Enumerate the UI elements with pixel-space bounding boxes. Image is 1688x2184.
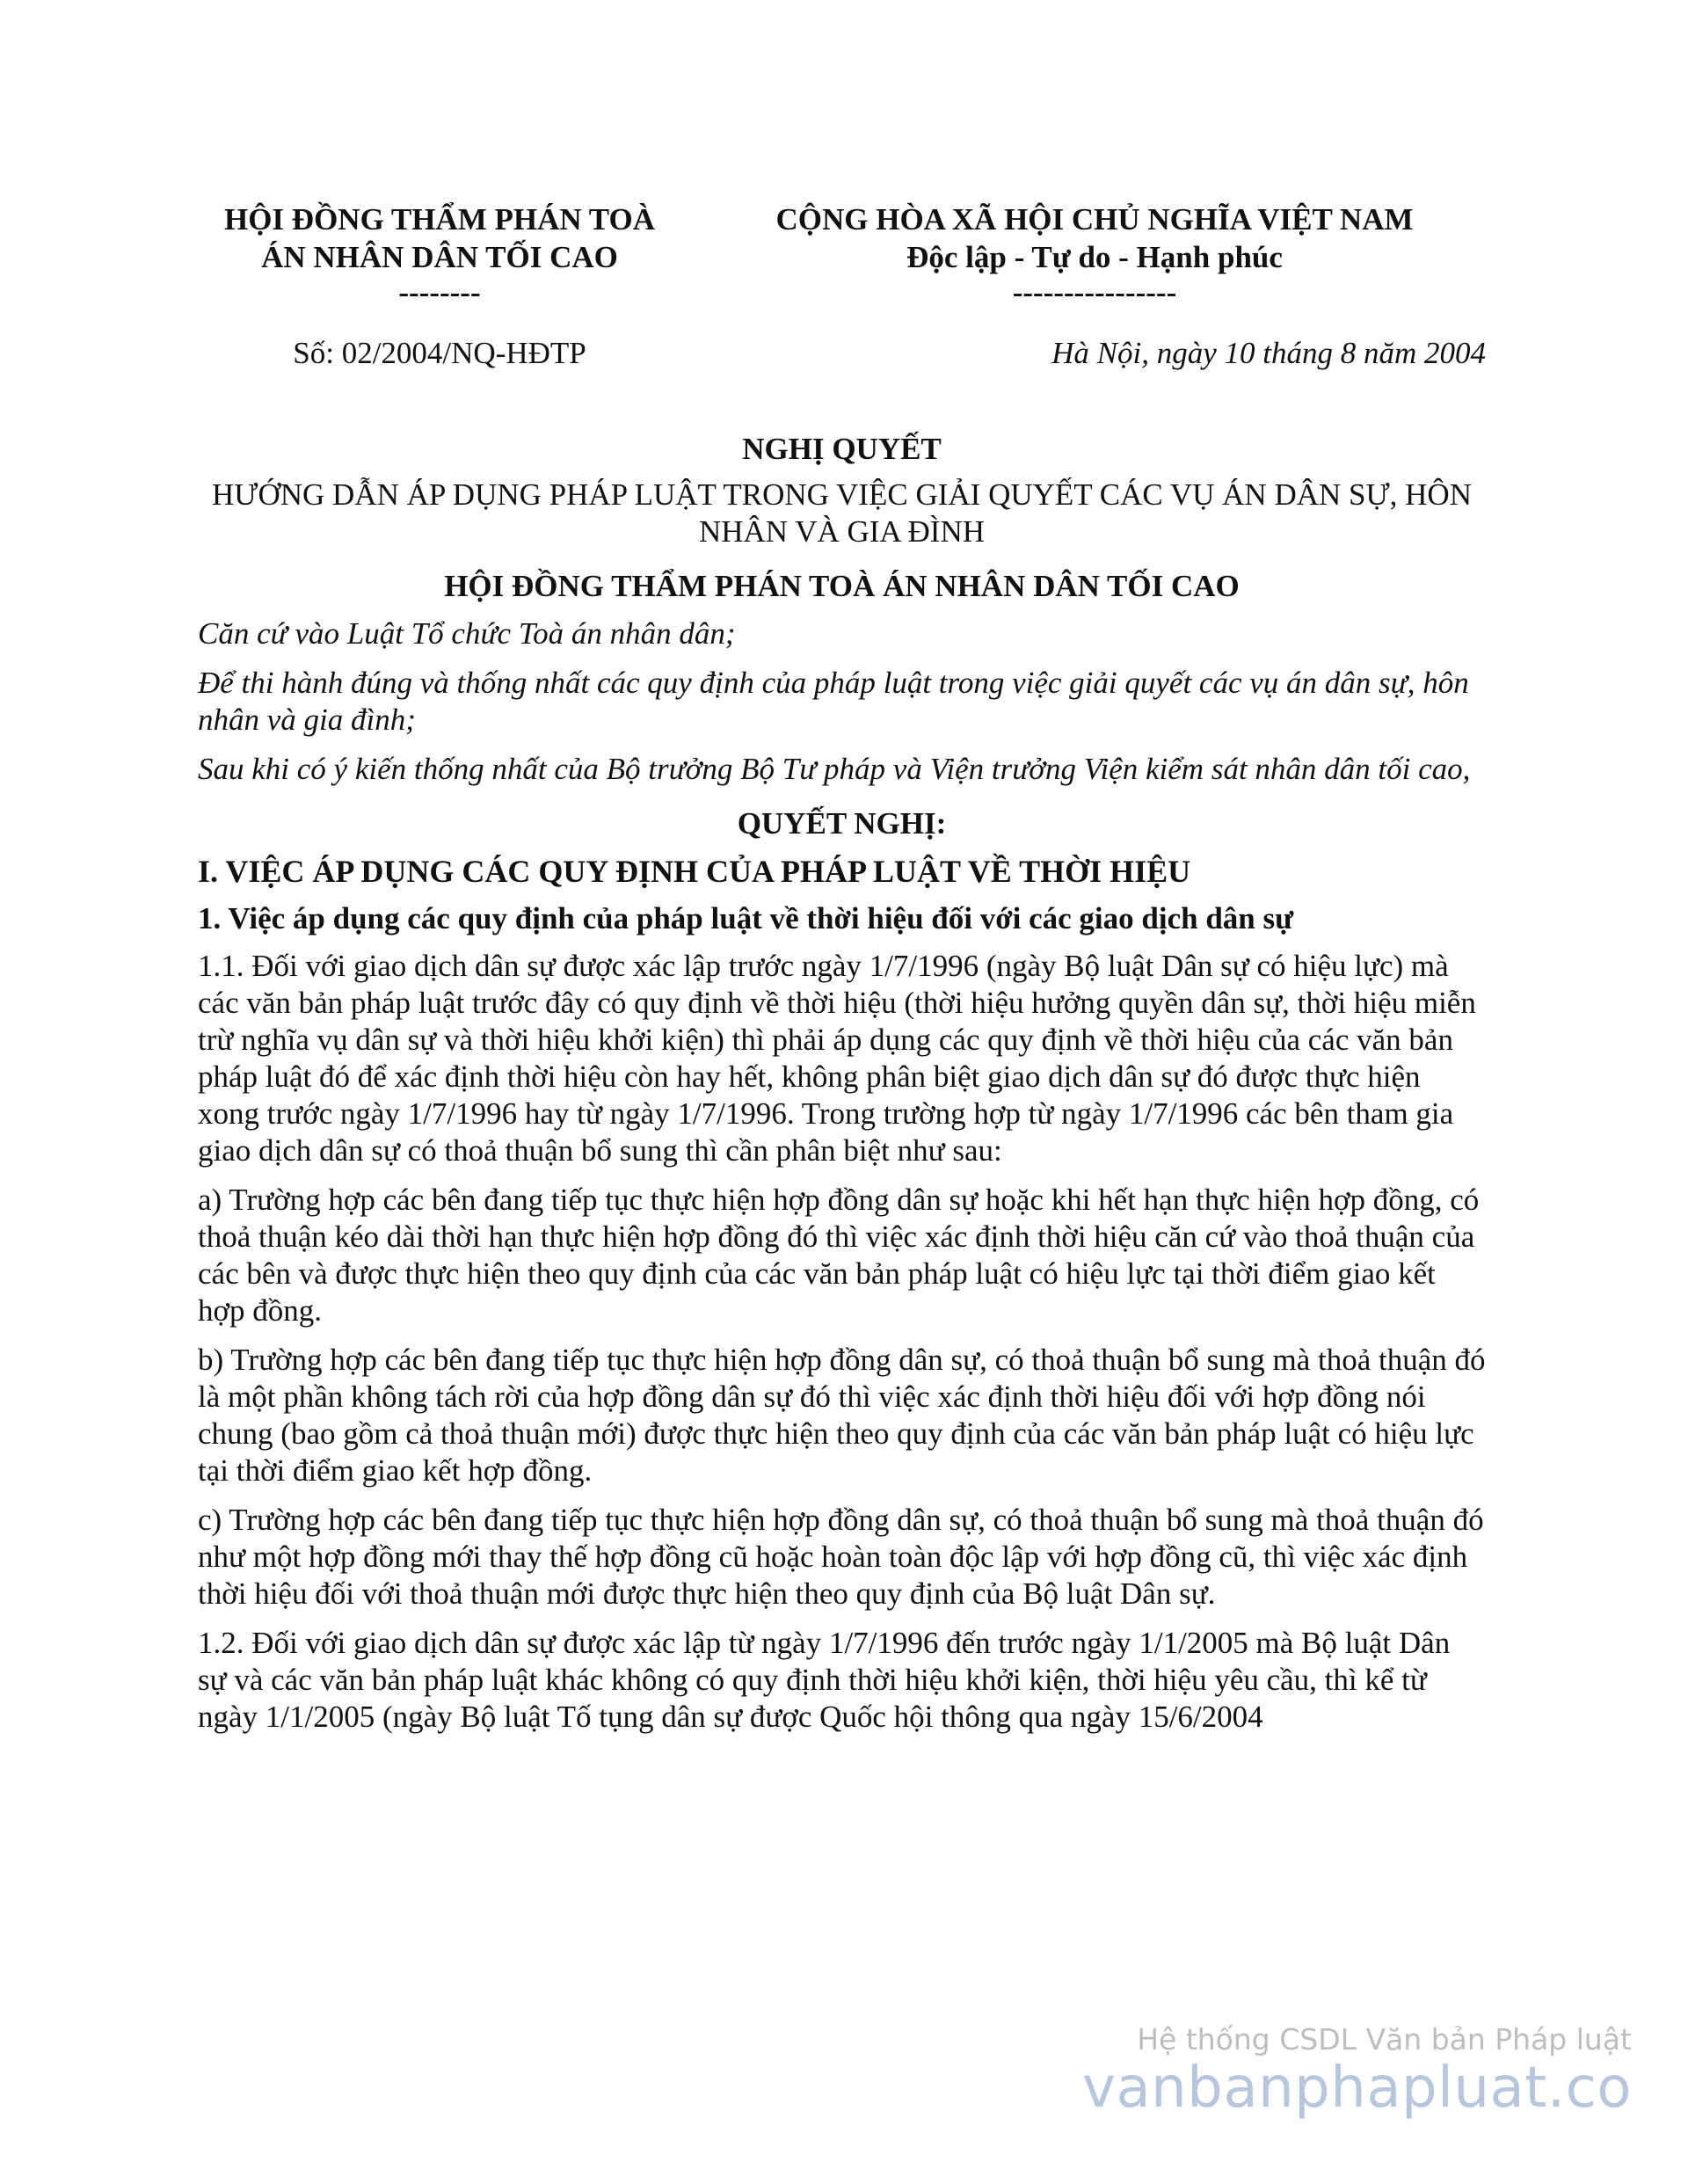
motto: Độc lập - Tự do - Hạnh phúc	[906, 240, 1283, 274]
paragraph-1-2: 1.2. Đối với giao dịch dân sự được xác lập từ ngày 1/7/1996 đến trước ngày 1/1/2005 mà Bộ luật Dân sự và các văn bản pháp luật khác không có quy định thời hiệu khởi kiện, thời hiệu yêu cầu, thì kể từ ngày 1/1/2005 (ngày Bộ luật Tố tụng dân sự được Quốc hội thông qua ngày 15/6/2004	[198, 1626, 1451, 1734]
national-motto	[721, 200, 1468, 309]
watermark-site: vanbanphapluat.co	[1082, 2056, 1632, 2121]
agency-divider: --------	[398, 275, 481, 309]
legal-basis-2: Để thi hành đúng và thống nhất các quy định của pháp luật trong việc giải quyết các vụ án dân sự, hôn nhân và gia đình;	[198, 666, 1469, 737]
place-and-date: Hà Nội, ngày 10 tháng 8 năm 2004	[1051, 336, 1486, 370]
legal-basis-1: Căn cứ vào Luật Tổ chức Toà án nhân dân;	[198, 616, 736, 651]
resolve-heading: QUYẾT NGHỊ:	[737, 806, 947, 841]
issuer-heading: HỘI ĐỒNG THẨM PHÁN TOÀ ÁN NHÂN DÂN TỐI CAO	[444, 569, 1240, 603]
country-name: CỘNG HÒA XÃ HỘI CHỦ NGHĨA VIỆT NAM	[775, 202, 1414, 237]
agency-line-2: ÁN NHÂN DÂN TỐI CAO	[261, 240, 618, 274]
paragraph-a: a) Trường hợp các bên đang tiếp tục thực hiện hợp đồng dân sự hoặc khi hết hạn thực hiện hợp đồng, có thoả thuận kéo dài thời hạn thực hiện hợp đồng đó thì việc xác định thời hiệu căn cứ vào thoả thuận của các bên và được thực hiện theo quy định của các văn bản pháp luật có hiệu lực tại thời điểm giao kết hợp đồng.	[198, 1183, 1480, 1328]
document-subtitle: HƯỚNG DẪN ÁP DỤNG PHÁP LUẬT TRONG VIỆC GIẢI QUYẾT CÁC VỤ ÁN DÂN SỰ, HÔN NHÂN VÀ GIA ĐÌNH	[212, 477, 1472, 549]
section-heading: I. VIỆC ÁP DỤNG CÁC QUY ĐỊNH CỦA PHÁP LUẬT VỀ THỜI HIỆU	[198, 854, 1191, 889]
subsection-heading: 1. Việc áp dụng các quy định của pháp luật về thời hiệu đối với các giao dịch dân sự	[198, 901, 1294, 935]
motto-divider: ----------------	[1012, 275, 1177, 309]
agency-line-1: HỘI ĐỒNG THẨM PHÁN TOÀ	[223, 202, 656, 237]
issuing-agency	[176, 200, 703, 309]
document-body	[198, 431, 1486, 1748]
paragraph-b: b) Trường hợp các bên đang tiếp tục thực hiện hợp đồng dân sự, có thoả thuận bổ sung mà thoả thuận đó là một phần không tách rời của hợp đồng dân sự đó thì việc xác định thời hiệu đối với hợp đồng nói chung (bao gồm cả thoả thuận mới) được thực hiện theo quy định của các văn bản pháp luật có hiệu lực tại thời điểm giao kết hợp đồng.	[198, 1343, 1486, 1488]
document-number: Số: 02/2004/NQ-HĐTP	[293, 336, 586, 370]
legal-basis-3: Sau khi có ý kiến thống nhất của Bộ trưởng Bộ Tư pháp và Viện trưởng Viện kiểm sát nhân dân tối cao,	[198, 752, 1471, 786]
paragraph-c: c) Trường hợp các bên đang tiếp tục thực hiện hợp đồng dân sự, có thoả thuận bổ sung mà thoả thuận đó như một hợp đồng mới thay thế hợp đồng cũ hoặc hoàn toàn độc lập với hợp đồng cũ, thì việc xác định thời hiệu đối với thoả thuận mới được thực hiện theo quy định của Bộ luật Dân sự.	[198, 1503, 1484, 1611]
watermark-caption: Hệ thống CSDL Văn bản Pháp luật	[1137, 2022, 1632, 2057]
document-title: NGHỊ QUYẾT	[742, 432, 942, 466]
paragraph-1-1: 1.1. Đối với giao dịch dân sự được xác lập trước ngày 1/7/1996 (ngày Bộ luật Dân sự có hiệu lực) mà các văn bản pháp luật trước đây có quy định về thời hiệu (thời hiệu hưởng quyền dân sự, thời hiệu miễn trừ nghĩa vụ dân sự và thời hiệu khởi kiện) thì phải áp dụng các quy định về thời hiệu của các văn bản pháp luật đó để xác định thời hiệu còn hay hết, không phân biệt giao dịch dân sự đó được thực hiện xong trước ngày 1/7/1996 hay từ ngày 1/7/1996. Trong trường hợp từ ngày 1/7/1996 các bên tham gia giao dịch dân sự có thoả thuận bổ sung thì cần phân biệt như sau:	[198, 949, 1476, 1168]
